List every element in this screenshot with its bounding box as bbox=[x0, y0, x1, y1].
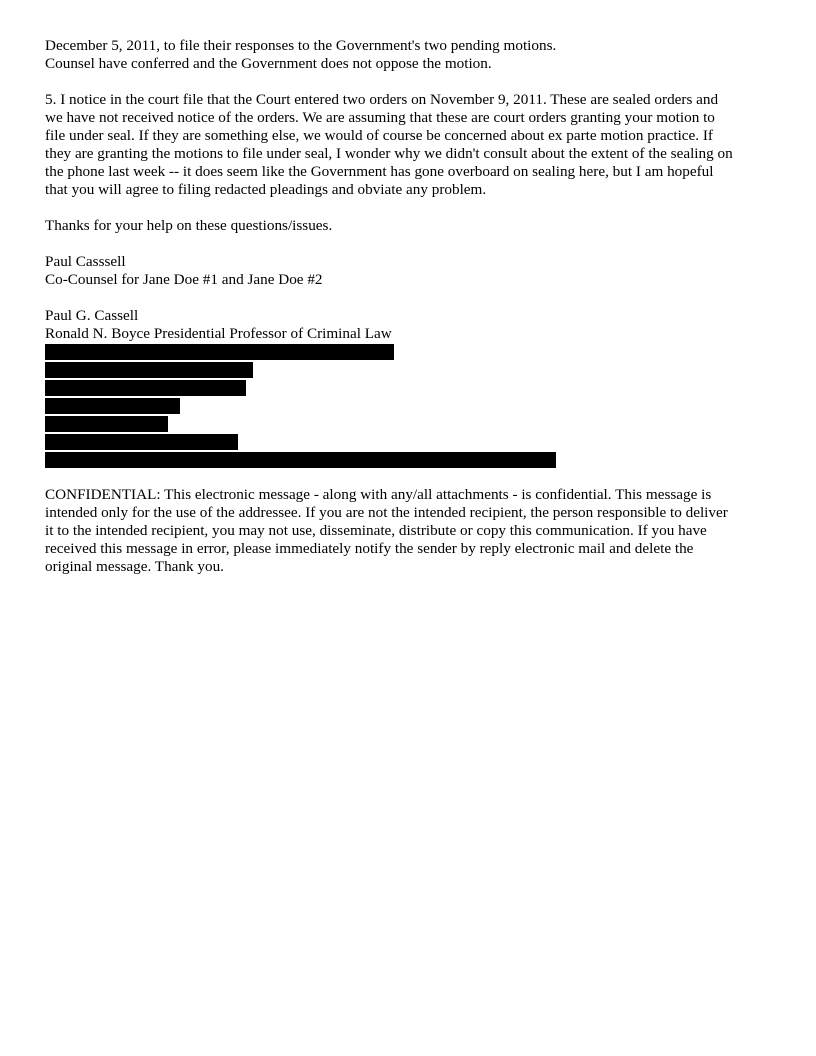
signature-name: Paul Casssell bbox=[45, 253, 126, 270]
notice-line: received this message in error, please immediately notify the sender by reply electronic mail and delete the bbox=[45, 540, 694, 557]
paragraph-line: the phone last week -- it does seem like the Government has gone overboard on sealing here, but I am hopeful bbox=[45, 163, 714, 180]
redaction-bar bbox=[45, 380, 246, 396]
notice-line: CONFIDENTIAL: This electronic message - along with any/all attachments - is confidential. This message is bbox=[45, 486, 712, 503]
signature-role: Co-Counsel for Jane Doe #1 and Jane Doe #2 bbox=[45, 271, 323, 288]
intro-line: Counsel have conferred and the Government does not oppose the motion. bbox=[45, 55, 492, 72]
redaction-bar bbox=[45, 398, 180, 414]
redacted-contact-info bbox=[45, 343, 785, 468]
paragraph-line: that you will agree to filing redacted pleadings and obviate any problem. bbox=[45, 181, 487, 198]
paragraph-line: they are granting the motions to file under seal, I wonder why we didn't consult about the extent of the sealing on bbox=[45, 145, 733, 162]
redaction-bar bbox=[45, 416, 168, 432]
signature-block-2 bbox=[45, 307, 785, 343]
confidentiality-notice bbox=[45, 486, 785, 576]
notice-line: it to the intended recipient, you may not use, disseminate, distribute or copy this communication. If you have bbox=[45, 522, 707, 539]
signature-block-1 bbox=[45, 253, 785, 289]
intro-paragraph bbox=[45, 37, 785, 73]
paragraph-5 bbox=[45, 91, 785, 199]
signature-title: Ronald N. Boyce Presidential Professor of Criminal Law bbox=[45, 325, 392, 342]
notice-line: intended only for the use of the addressee. If you are not the intended recipient, the person responsible to deliver bbox=[45, 504, 728, 521]
redaction-bar bbox=[45, 452, 556, 468]
email-body bbox=[45, 37, 785, 594]
redaction-bar bbox=[45, 344, 394, 360]
paragraph-line: we have not received notice of the orders. We are assuming that these are court orders granting your motion to bbox=[45, 109, 715, 126]
notice-line: original message. Thank you. bbox=[45, 558, 224, 575]
intro-line: December 5, 2011, to file their responses to the Government's two pending motions. bbox=[45, 37, 557, 54]
paragraph-line: file under seal. If they are something else, we would of course be concerned about ex parte motion practice. If bbox=[45, 127, 713, 144]
redaction-bar bbox=[45, 434, 238, 450]
signature-name: Paul G. Cassell bbox=[45, 307, 139, 324]
paragraph-line: 5. I notice in the court file that the Court entered two orders on November 9, 2011. These are sealed orders and bbox=[45, 91, 719, 108]
thanks-line: Thanks for your help on these questions/issues. bbox=[45, 217, 333, 234]
redaction-bar bbox=[45, 362, 253, 378]
